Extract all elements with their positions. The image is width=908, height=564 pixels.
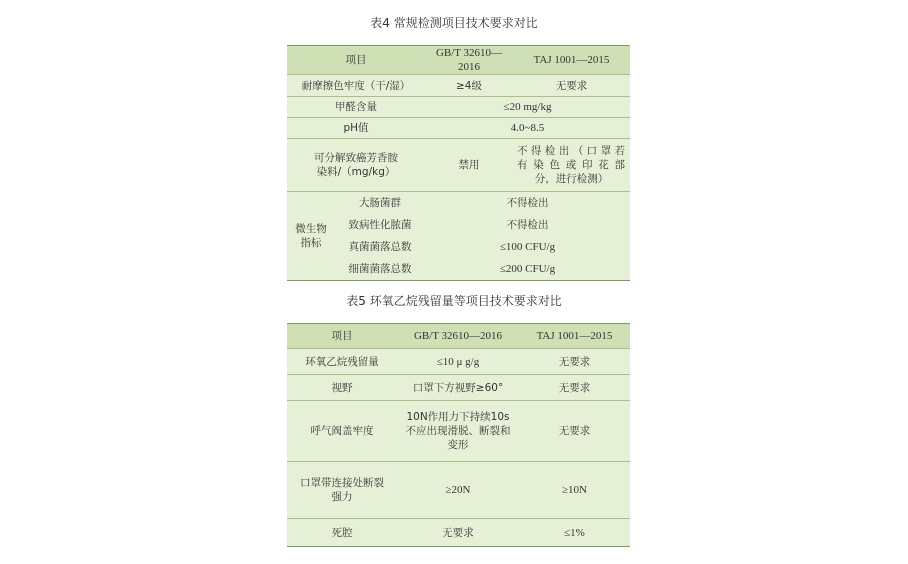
table4-ph-item: pH值 — [287, 118, 425, 139]
table-row — [287, 118, 630, 139]
table5-view-taj: 无要求 — [519, 375, 630, 401]
table4-fastness-item: 耐摩擦色牢度（干/湿） — [287, 75, 425, 97]
table5-strap-item-line2: 强力 — [331, 491, 353, 503]
table4-dye-gb: 禁用 — [425, 139, 513, 192]
table5-valve-gb-line3: 变形 — [447, 439, 469, 451]
table4-micro-group — [287, 192, 425, 281]
table4-header-taj: TAJ 1001—2015 — [513, 46, 630, 75]
table4-micro-value-0: 不得检出 — [425, 192, 630, 214]
table4-micro-label-line2: 指标 — [300, 237, 322, 249]
table4-header-item: 项目 — [287, 46, 425, 75]
table4-micro-value-1: 不得检出 — [506, 218, 549, 231]
table4-dye-taj — [513, 139, 630, 192]
table4-fastness-taj: 无要求 — [513, 75, 630, 97]
table4-caption: 表4 常规检测项目技术要求对比 — [370, 16, 538, 30]
table5-valve-taj: 无要求 — [519, 401, 630, 462]
table5-eo-taj: 无要求 — [519, 349, 630, 375]
table4 — [287, 45, 630, 281]
table4-header-row — [287, 46, 630, 75]
table5-valve-item: 呼气阀盖牢度 — [287, 401, 397, 462]
table-row — [287, 401, 630, 462]
table4-micro-name-3: 细菌菌落总数 — [348, 263, 412, 275]
table4-micro-label — [287, 192, 335, 280]
table4-dye-taj-line1: 不得检出（口罩若 — [517, 145, 626, 157]
table5 — [287, 323, 630, 547]
table4-dye-taj-line3: 分，进行检测） — [534, 173, 609, 185]
table4-header-gb: GB/T 32610—2016 — [425, 46, 513, 75]
table4-dye-item-line1: 可分解致癌芳香胺 — [314, 152, 398, 164]
table-row — [287, 375, 630, 401]
table5-eo-item: 环氧乙烷残留量 — [287, 349, 397, 375]
table-row — [287, 75, 630, 97]
table-row — [287, 192, 630, 214]
table5-strap-taj: ≥10N — [519, 462, 630, 519]
table5-caption: 表5 环氧乙烷残留量等项目技术要求对比 — [346, 294, 562, 308]
table5-view-gb: 口罩下方视野≥60° — [397, 375, 519, 401]
table4-micro-value-3: ≤200 CFU/g — [499, 263, 556, 276]
table4-micro-value-2: ≤100 CFU/g — [499, 241, 556, 254]
table4-micro-label-line1: 微生物 — [295, 223, 327, 235]
table5-valve-gb-line1: 10N作用力下持续10s — [406, 411, 510, 423]
table4-dye-taj-line2: 有染色或印花部 — [517, 159, 626, 171]
table4-micro-names — [335, 192, 425, 280]
table4-micro-name-0: 大肠菌群 — [359, 197, 401, 209]
table-row — [287, 349, 630, 375]
table5-valve-gb — [397, 401, 519, 462]
table4-micro-subgrid — [287, 192, 425, 280]
table-row — [287, 97, 630, 118]
table4-dye-item-line2: 染料/（mg/kg） — [316, 166, 396, 178]
table-row — [287, 462, 630, 519]
table4-micro-name-1: 致病性化脓菌 — [348, 219, 412, 231]
table4-micro-name-2: 真菌菌落总数 — [348, 241, 412, 253]
table-row — [287, 519, 630, 547]
table5-eo-gb: ≤10 μ g/g — [397, 349, 519, 375]
table5-deadspace-taj: ≤1% — [519, 519, 630, 547]
table5-view-item: 视野 — [287, 375, 397, 401]
table4-fastness-gb: ≥4级 — [425, 75, 513, 97]
table5-deadspace-gb: 无要求 — [397, 519, 519, 547]
table4-ph-value: 4.0~8.5 — [425, 118, 630, 139]
table5-valve-gb-line2: 不应出现滑脱、断裂和 — [405, 425, 511, 437]
table-row — [287, 139, 630, 192]
table5-deadspace-item: 死腔 — [287, 519, 397, 547]
table5-header-taj: TAJ 1001—2015 — [519, 324, 630, 349]
table4-dye-item — [287, 139, 425, 192]
table5-header-row — [287, 324, 630, 349]
table5-header-item: 项目 — [287, 324, 397, 349]
table5-header-gb: GB/T 32610—2016 — [397, 324, 519, 349]
table4-formaldehyde-value: ≤20 mg/kg — [425, 97, 630, 118]
table4-formaldehyde-item: 甲醛含量 — [287, 97, 425, 118]
table5-strap-item — [287, 462, 397, 519]
table5-strap-item-line1: 口罩带连接处断裂 — [300, 477, 384, 489]
table5-strap-gb: ≥20N — [397, 462, 519, 519]
